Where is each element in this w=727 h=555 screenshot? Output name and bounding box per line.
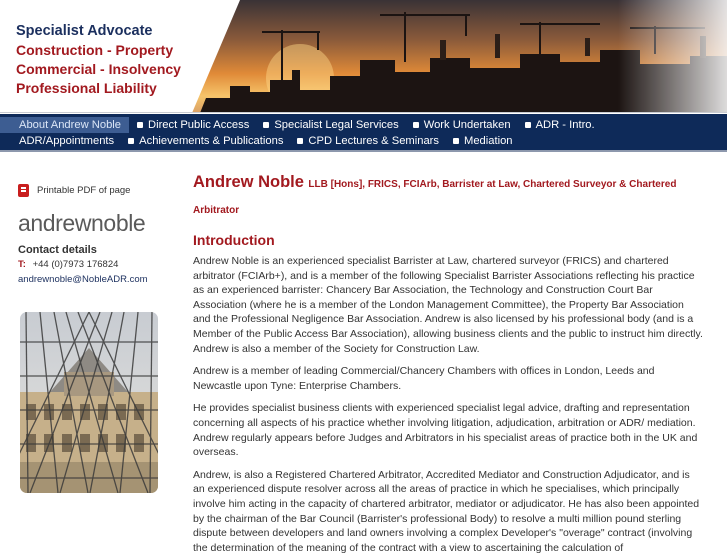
main-navigation [0,114,727,152]
printable-pdf-label: Printable PDF of page [37,185,131,196]
nav-item-cpd-lectures-seminars[interactable]: CPD Lectures & Seminars [308,134,439,147]
body-paragraph: Andrew Noble is an experienced specialist Barrister at Law, chartered surveyor (FRICS) and chartered arbitrator (FCIArb+), and is a member of the following Specialist Barrister Associations reflecting his practice as an experienced barrister: Chancery Bar Association, the Technology and Construction Court Bar Association (where he is a member of the London Management Committee), the Property Bar Association and the Professional Negligence Bar Association. Andrew is also licensed by his professional body (and is a Member of the Public Access Bar Association), allowing business clients and the public to instruct him directly. Andrew is also a member of the Society for Construction Law. [193,255,703,355]
nav-item-work-undertaken[interactable]: Work Undertaken [423,118,511,131]
nav-separator-bullet-icon [297,138,303,144]
nav-separator-bullet-icon [453,138,459,144]
body-paragraph: He provides specialist business clients with experienced specialist legal advice, drafting and representation concerning all aspects of his practice whether involving litigation, adjudication, arbitration or ADR/ mediation. Andrew regularly appears before Judges and Arbitrators in his specialist areas of practice both in the UK and overseas. [193,402,698,459]
nav-separator-bullet-icon [137,122,143,128]
contact-details-heading: Contact details [18,244,97,256]
body-paragraph: Andrew is a member of leading Commercial/Chancery Chambers with offices in London, Leeds and Newcastle upon Tyne: Enterprise Chambers. [193,365,655,392]
nav-separator-bullet-icon [263,122,269,128]
sidebar [18,184,160,285]
andrew-noble-logo: andrewnoble [18,210,146,236]
tagline-line: Specialist Advocate [16,23,153,39]
introduction-heading: Introduction [193,232,275,248]
nav-item-specialist-legal-services[interactable]: Specialist Legal Services [274,118,399,131]
louvre-photo [20,312,158,493]
title-name: Andrew Noble [193,173,304,191]
nav-item-adr-intro[interactable]: ADR - Intro. [535,118,595,131]
main-content [193,170,703,555]
printable-pdf-link[interactable] [18,184,160,197]
contact-email-link[interactable]: andrewnoble@NobleADR.com [18,274,148,285]
nav-item-about-andrew-noble[interactable]: About Andrew Noble [0,117,129,133]
nav-row-2 [0,132,519,149]
site-tagline [16,22,181,98]
nav-item-direct-public-access[interactable]: Direct Public Access [148,118,250,131]
tagline-line: Professional Liability [16,80,157,96]
body-paragraph: Andrew, is also a Registered Chartered Arbitrator, Accredited Mediator and Construction Adjudicator, and is an experienced dispute resolver across all the areas of practice in which he specialises, which principally involve him acting in the capacity of chartered arbitrator, mediator or adjudicator. He has also been appointed by the chairman of the Bar Council (Barrister's professional Body) to resolve a multi million pound sterling dispute between developers and land owners involving a complex Developer's "overage" contract (involving the determination of the meaning of the contract with a view to ascertaining the calculation of [193,468,700,554]
tagline-line: Commercial - Insolvency [16,61,181,77]
tagline-line: Construction - Property [16,42,174,58]
phone-number: +44 (0)7973 176824 [32,259,119,270]
nav-row-1 [0,116,601,133]
title-qualifications: LLB [Hons], FRICS, FCIArb, Barrister at Law, Chartered Surveyor & Chartered Arbitrator [193,179,677,216]
nav-separator-bullet-icon [413,122,419,128]
nav-separator-bullet-icon [525,122,531,128]
nav-item-achievements-publications[interactable]: Achievements & Publications [139,134,284,147]
site-header [0,0,727,113]
page-title [193,170,703,223]
header-divider [0,112,727,113]
nav-item-adr-appointments[interactable]: ADR/Appointments [19,134,115,147]
pdf-icon [18,184,29,197]
nav-item-mediation[interactable]: Mediation [464,134,513,147]
nav-separator-bullet-icon [128,138,134,144]
contact-phone [18,259,160,270]
phone-label: T: [18,259,26,270]
